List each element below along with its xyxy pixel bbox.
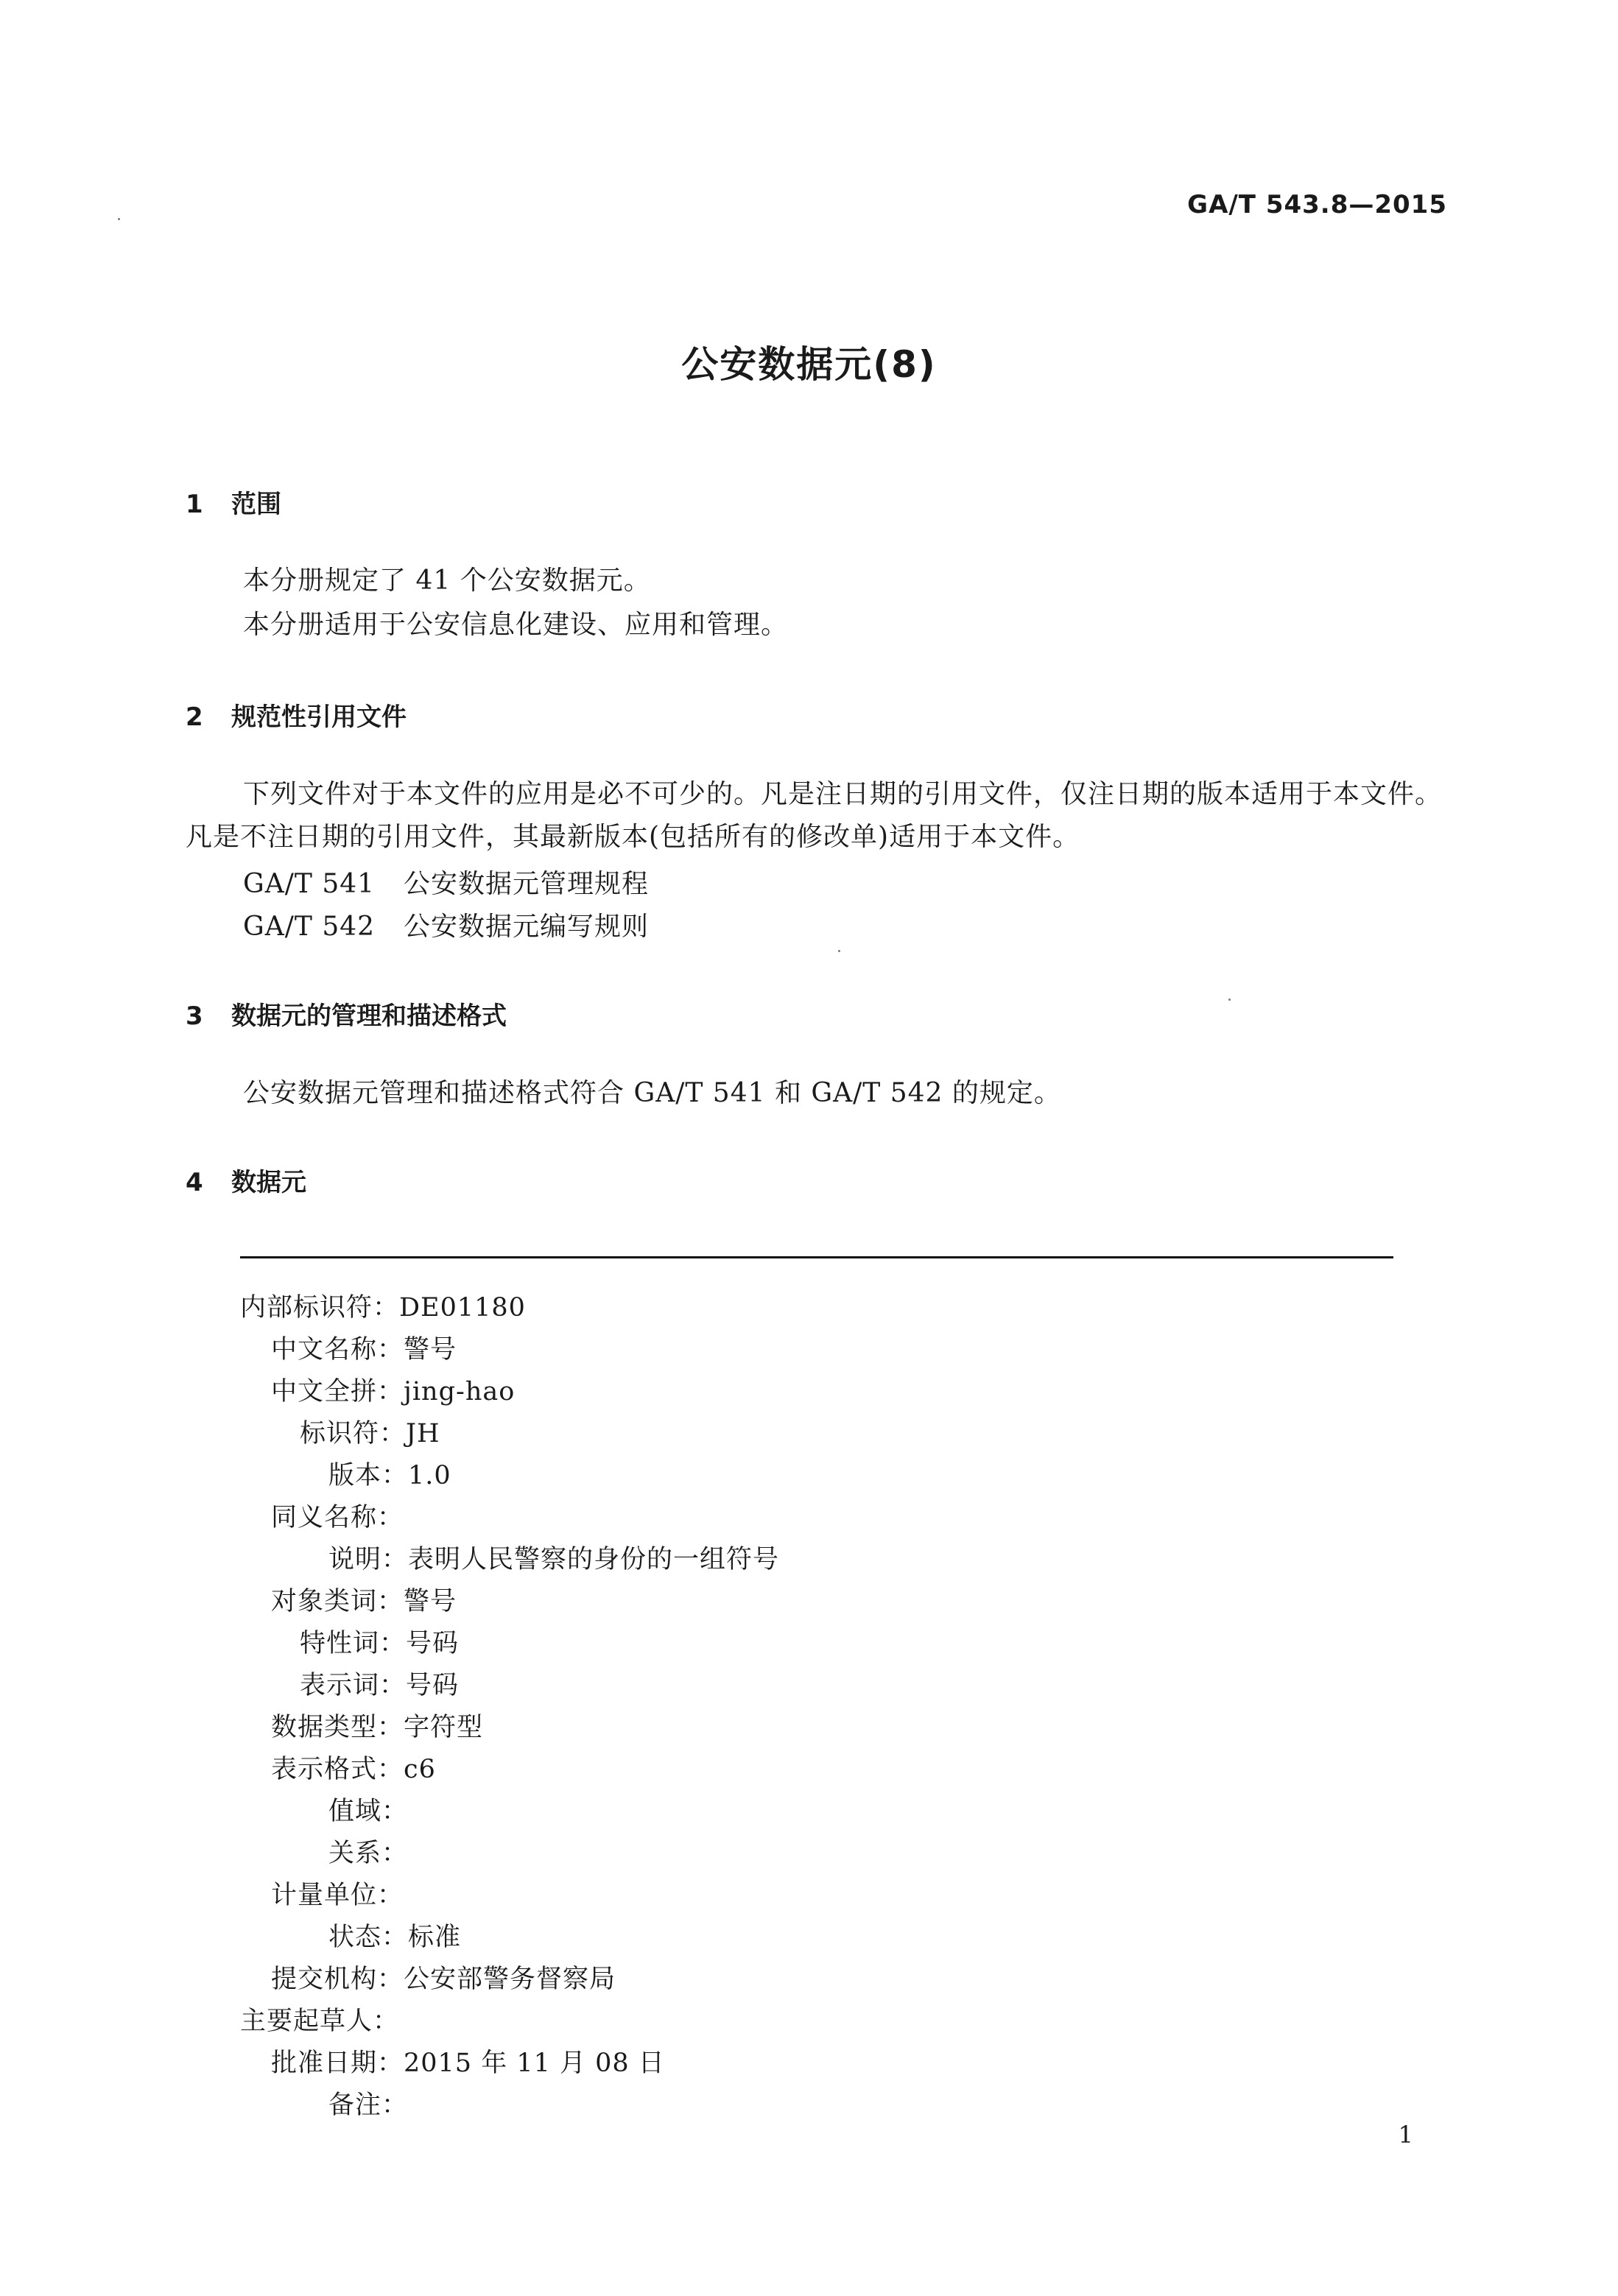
- field-object-class: 对象类词：警号: [271, 1587, 457, 1616]
- section-title: 数据元的管理和描述格式: [231, 1001, 507, 1031]
- field-data-type: 数据类型：字符型: [271, 1713, 484, 1742]
- section-heading-2: [186, 697, 407, 733]
- section-title: 规范性引用文件: [231, 702, 407, 732]
- reference-code: GA/T 541: [243, 869, 376, 899]
- reference-name: 公安数据元编写规则: [404, 912, 650, 942]
- field-internal-id: 内部标识符：DE01180: [240, 1293, 526, 1323]
- reference-item: [243, 863, 649, 901]
- section-number: 2: [186, 702, 203, 732]
- section-number: 1: [186, 490, 203, 519]
- section-heading-4: [186, 1162, 306, 1198]
- field-synonym: 同义名称：: [271, 1503, 404, 1532]
- reference-code: GA/T 542: [243, 912, 376, 942]
- normative-intro: 下列文件对于本文件的应用是必不可少的。凡是注日期的引用文件，仅注日期的版本适用于本文件。凡是不注日期的引用文件，其最新版本(包括所有的修改单)适用于本文件。: [186, 779, 1443, 852]
- page-number: 1: [1398, 2121, 1413, 2149]
- section-title: 数据元: [231, 1168, 306, 1197]
- field-representation: 表示词：号码: [300, 1671, 460, 1700]
- field-status: 状态：标准: [328, 1923, 462, 1952]
- field-value-domain: 值域：: [328, 1797, 409, 1826]
- section-title: 范围: [231, 490, 281, 519]
- field-remarks: 备注：: [328, 2091, 409, 2120]
- reference-item: [243, 906, 649, 943]
- field-format: 表示格式：c6: [271, 1755, 436, 1784]
- field-approval-date: 批准日期：2015 年 11 月 08 日: [271, 2049, 665, 2078]
- scan-speck: [1228, 999, 1231, 1001]
- section-number: 3: [186, 1001, 203, 1031]
- section-heading-1: [186, 484, 281, 520]
- field-version: 版本：1.0: [328, 1461, 451, 1490]
- field-relation: 关系：: [328, 1839, 409, 1868]
- format-paragraph: 公安数据元管理和描述格式符合 GA/T 541 和 GA/T 542 的规定。: [243, 1078, 1061, 1108]
- scope-line-2: 本分册适用于公安信息化建设、应用和管理。: [243, 610, 789, 640]
- scope-line-1: 本分册规定了 41 个公安数据元。: [243, 566, 651, 596]
- field-description: 说明：表明人民警察的身份的一组符号: [328, 1545, 780, 1574]
- field-unit: 计量单位：: [271, 1881, 404, 1910]
- field-identifier: 标识符：JH: [300, 1419, 440, 1448]
- scan-speck: [118, 218, 120, 220]
- scan-speck: [838, 950, 840, 952]
- section-number: 4: [186, 1168, 203, 1197]
- field-submitter: 提交机构：公安部警务督察局: [271, 1965, 616, 1994]
- reference-name: 公安数据元管理规程: [404, 869, 650, 899]
- field-pinyin: 中文全拼：jing-hao: [271, 1377, 516, 1406]
- document-title: 公安数据元(8): [681, 343, 937, 386]
- field-chinese-name: 中文名称：警号: [271, 1335, 457, 1364]
- standard-code: GA/T 543.8—2015: [1187, 190, 1447, 219]
- section-heading-3: [186, 996, 507, 1032]
- field-property: 特性词：号码: [300, 1629, 460, 1658]
- field-drafter: 主要起草人：: [240, 2007, 400, 2036]
- separator-rule: [240, 1256, 1393, 1258]
